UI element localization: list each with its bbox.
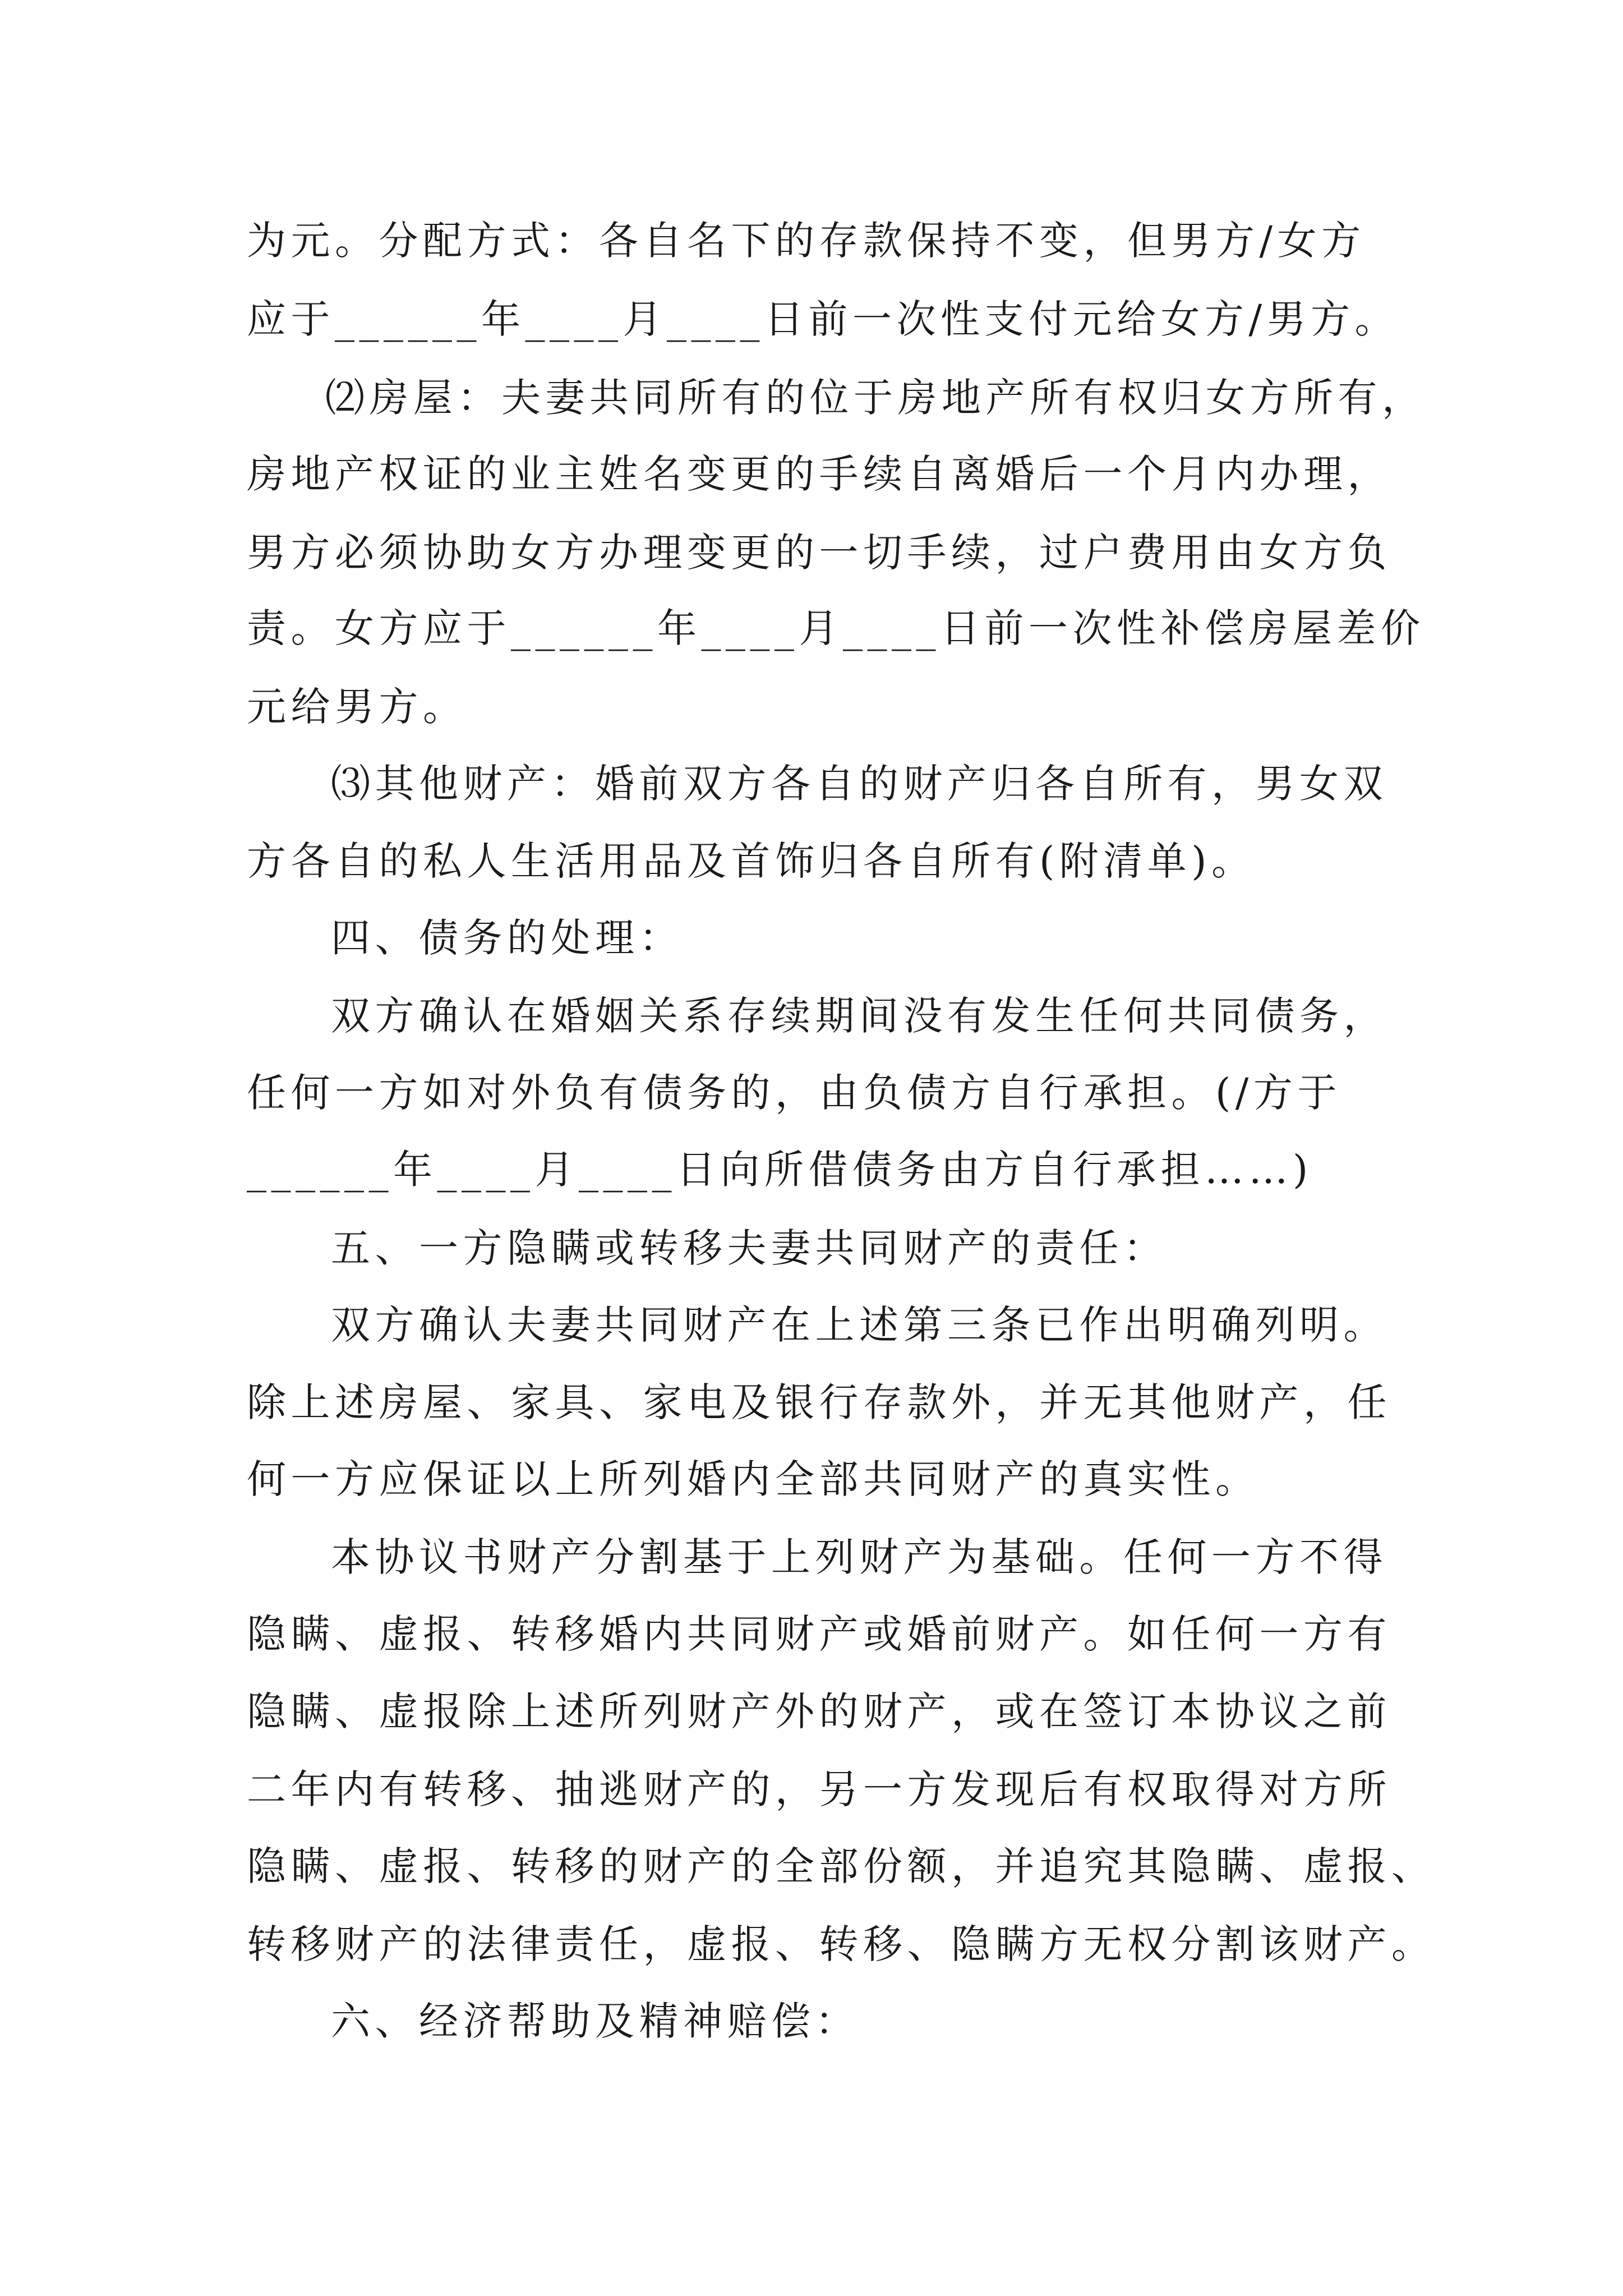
text-line: 何一方应保证以上所列婚内全部共同财产的真实性。 [247,1456,1260,1502]
text-line: 二年内有转移、抽逃财产的，另一方发现后有权取得对方所 [247,1766,1391,1812]
section-heading: 六、经济帮助及精神赔偿： [331,1998,859,2044]
text-line: 隐瞒、虚报除上述所列财产外的财产，或在签订本协议之前 [247,1688,1391,1734]
text-line: 房地产权证的业主姓名变更的手续自离婚后一个月内办理， [247,451,1391,497]
text-line: 责。女方应于______年____月____日前一次性补偿房屋差价 [247,605,1425,651]
text-line: 本协议书财产分割基于上列财产为基础。任何一方不得 [331,1534,1387,1580]
text-line: 元给男方。 [247,684,467,730]
section-heading: 五、一方隐瞒或转移夫妻共同财产的责任： [331,1225,1168,1271]
text-line: ⑵房屋：夫妻共同所有的位于房地产所有权归女方所有， [325,375,1426,421]
text-line: 双方确认夫妻共同财产在上述第三条已作出明确列明。 [331,1302,1387,1348]
text-line: ⑶其他财产：婚前双方各自的财产归各自所有，男女双 [331,761,1387,807]
text-line: 男方必须协助女方办理变更的一切手续，过户费用由女方负 [247,530,1391,576]
section-heading: 四、债务的处理： [331,915,683,961]
text-line: 方各自的私人生活用品及首饰归各自所有(附清单)。 [247,838,1256,884]
text-line: 双方确认在婚姻关系存续期间没有发生任何共同债务， [331,993,1387,1039]
text-line: 转移财产的法律责任，虚报、转移、隐瞒方无权分割该财产。 [247,1921,1436,1967]
text-line: ______年____月____日向所借债务由方自行承担……) [247,1147,1313,1193]
text-line: 应于______年____月____日前一次性支付元给女方/男方。 [247,296,1399,342]
text-line: 为元。分配方式：各自名下的存款保持不变，但男方/女方 [247,218,1366,264]
text-line: 隐瞒、虚报、转移的财产的全部份额，并追究其隐瞒、虚报、 [247,1843,1436,1889]
text-line: 隐瞒、虚报、转移婚内共同财产或婚前财产。如任何一方有 [247,1611,1391,1657]
text-line: 除上述房屋、家具、家电及银行存款外，并无其他财产，任 [247,1379,1391,1425]
text-line: 任何一方如对外负有债务的，由负债方自行承担。(/方于 [247,1070,1341,1116]
